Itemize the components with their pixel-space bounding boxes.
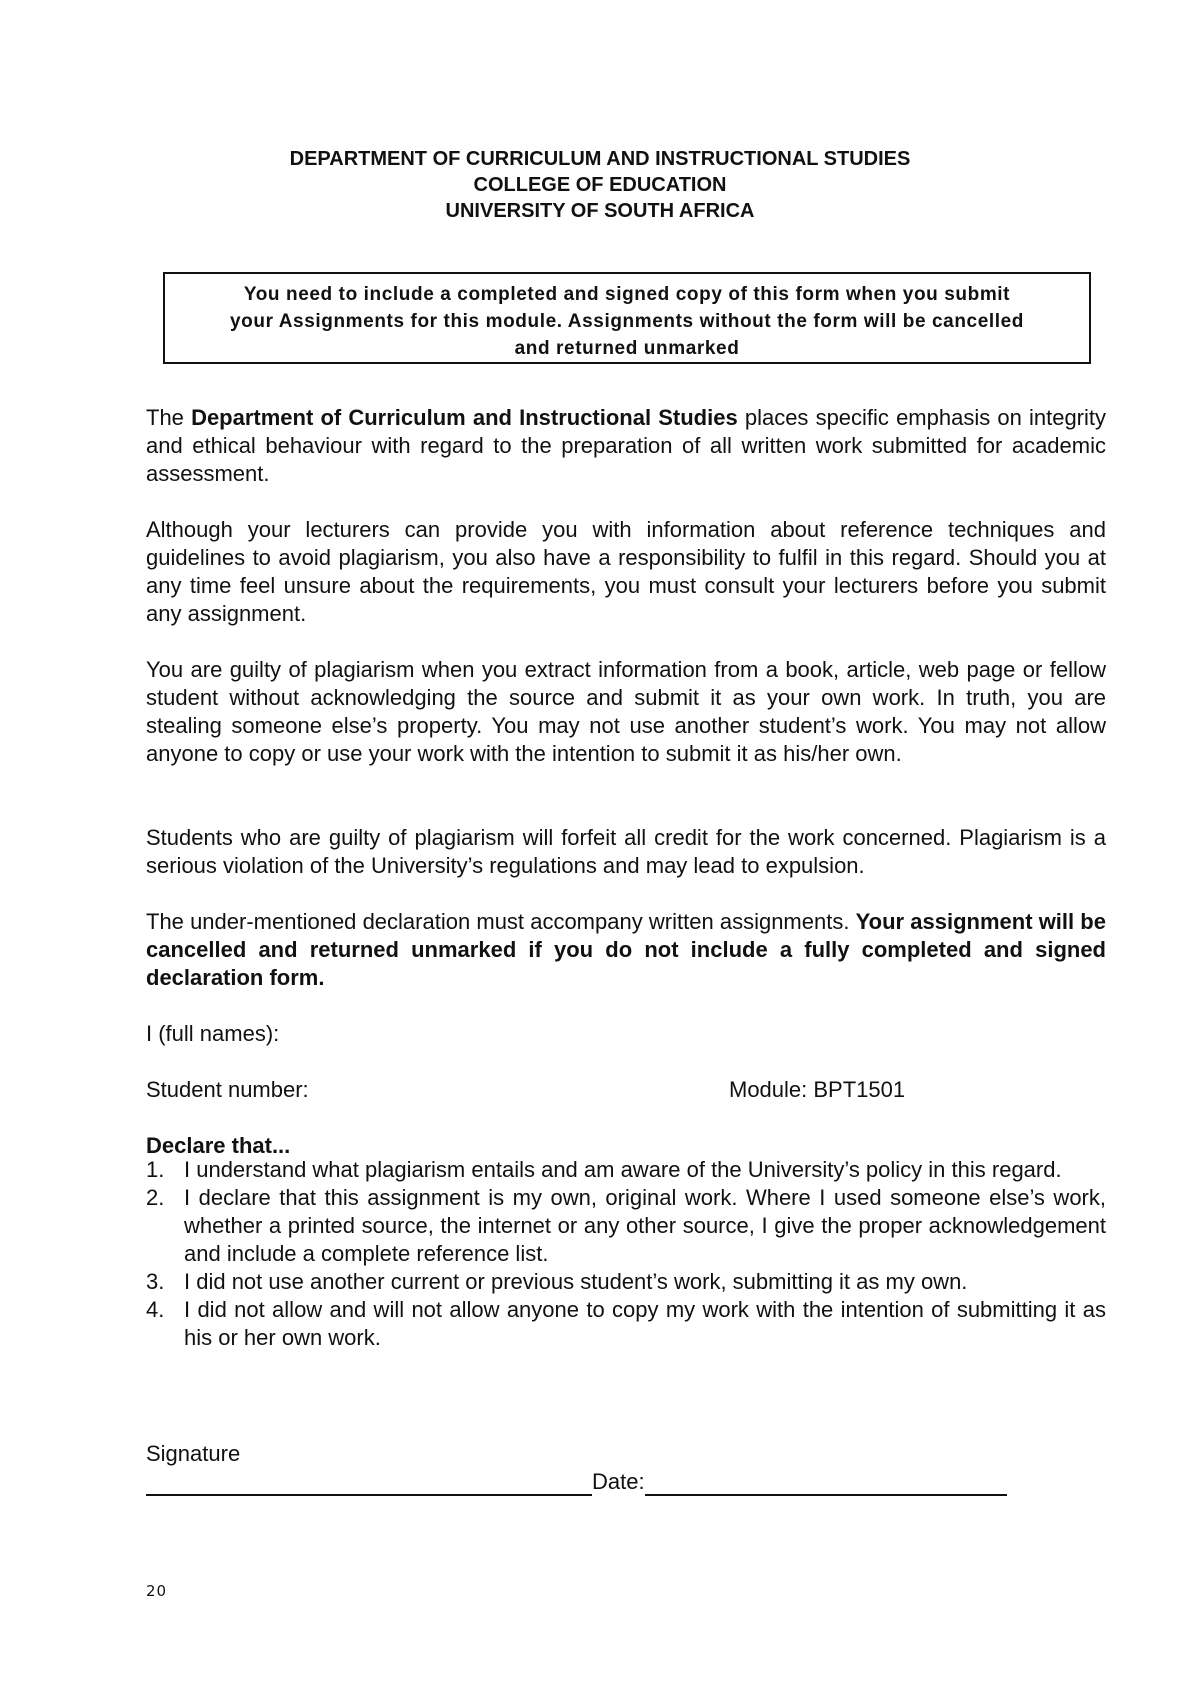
header-college: COLLEGE OF EDUCATION <box>473 174 727 196</box>
paragraph-plagiarism-definition: You are guilty of plagiarism when you extract information from a book, article, web page or fellow student without acknowledging the source and submit it as your own work. In truth, you are stealing someone else’s property. You may not use another student’s work. You may not allow anyone to copy or use your work with the intention to submit it as his/her own. <box>146 657 1106 766</box>
page-number: 20 <box>146 1582 168 1600</box>
date-line <box>645 1472 1007 1496</box>
declaration-item <box>146 1268 1106 1296</box>
declaration-item-text: I did not use another current or previous student’s work, submitting it as my own. <box>184 1269 968 1294</box>
declare-that-heading: Declare that... <box>146 1133 291 1158</box>
paragraph-consequences: Students who are guilty of plagiarism will forfeit all credit for the work concerned. Plagiarism is a serious violation of the University’s regulations and may lead to expulsion. <box>146 825 1106 878</box>
declaration-item-number: 3. <box>146 1269 165 1294</box>
declaration-item <box>146 1156 1106 1184</box>
paragraph-declaration-requirement <box>146 908 1106 992</box>
paragraph-lecturers: Although your lecturers can provide you with information about reference techniques and guidelines to avoid plagiarism, you also have a responsibility to fulfil in this regard. Should you at any time feel unsure about the requirements, you must consult your lecturers before you submit any assignment. <box>146 517 1106 626</box>
signature-date-row <box>146 1468 1007 1496</box>
paragraph-emphasis-pre: The <box>146 405 192 430</box>
declaration-list <box>146 1156 1106 1352</box>
department-name: Department of Curriculum and Instructional Studies <box>191 405 738 430</box>
declaration-item-text: I declare that this assignment is my own, original work. Where I used someone else’s work, whether a printed source, the internet or any other source, I give the proper acknowledgement and include a complete reference list. <box>184 1185 1106 1266</box>
declaration-item-text: I understand what plagiarism entails and am aware of the University’s policy in this regard. <box>184 1157 1062 1182</box>
student-number-label: Student number: <box>146 1077 309 1102</box>
declaration-item <box>146 1184 1106 1268</box>
declaration-item <box>146 1296 1106 1352</box>
date-label: Date: <box>592 1469 645 1494</box>
header-department: DEPARTMENT OF CURRICULUM AND INSTRUCTIONAL STUDIES <box>289 148 911 170</box>
declaration-warning: Your assignment will be cancelled and returned unmarked if you do not include a fully completed and signed declaration form. <box>146 909 1106 990</box>
department-header <box>0 146 1200 224</box>
declaration-item-number: 4. <box>146 1297 165 1322</box>
declaration-item-number: 2. <box>146 1185 165 1210</box>
notice-line-1: You need to include a completed and signed copy of this form when you submit <box>243 284 1011 305</box>
declaration-requirement-pre: The under-mentioned declaration must accompany written assignments. <box>146 909 856 934</box>
signature-label: Signature <box>146 1441 241 1466</box>
declaration-item-text: I did not allow and will not allow anyone to copy my work with the intention of submitting it as his or her own work. <box>184 1297 1106 1350</box>
paragraph-emphasis-post: places specific emphasis on integrity and ethical behaviour with regard to the preparation of all written work submitted for academic assessment. <box>146 405 1107 486</box>
notice-line-2: your Assignments for this module. Assignments without the form will be cancelled <box>229 311 1025 332</box>
module-label: Module: BPT1501 <box>729 1077 906 1102</box>
declaration-item-number: 1. <box>146 1157 165 1182</box>
paragraph-emphasis <box>146 404 1106 488</box>
header-university: UNIVERSITY OF SOUTH AFRICA <box>445 200 755 222</box>
notice-line-3: and returned unmarked <box>514 338 740 359</box>
submission-notice-box <box>163 272 1091 364</box>
full-names-label: I (full names): <box>146 1021 280 1046</box>
signature-line <box>146 1472 592 1496</box>
